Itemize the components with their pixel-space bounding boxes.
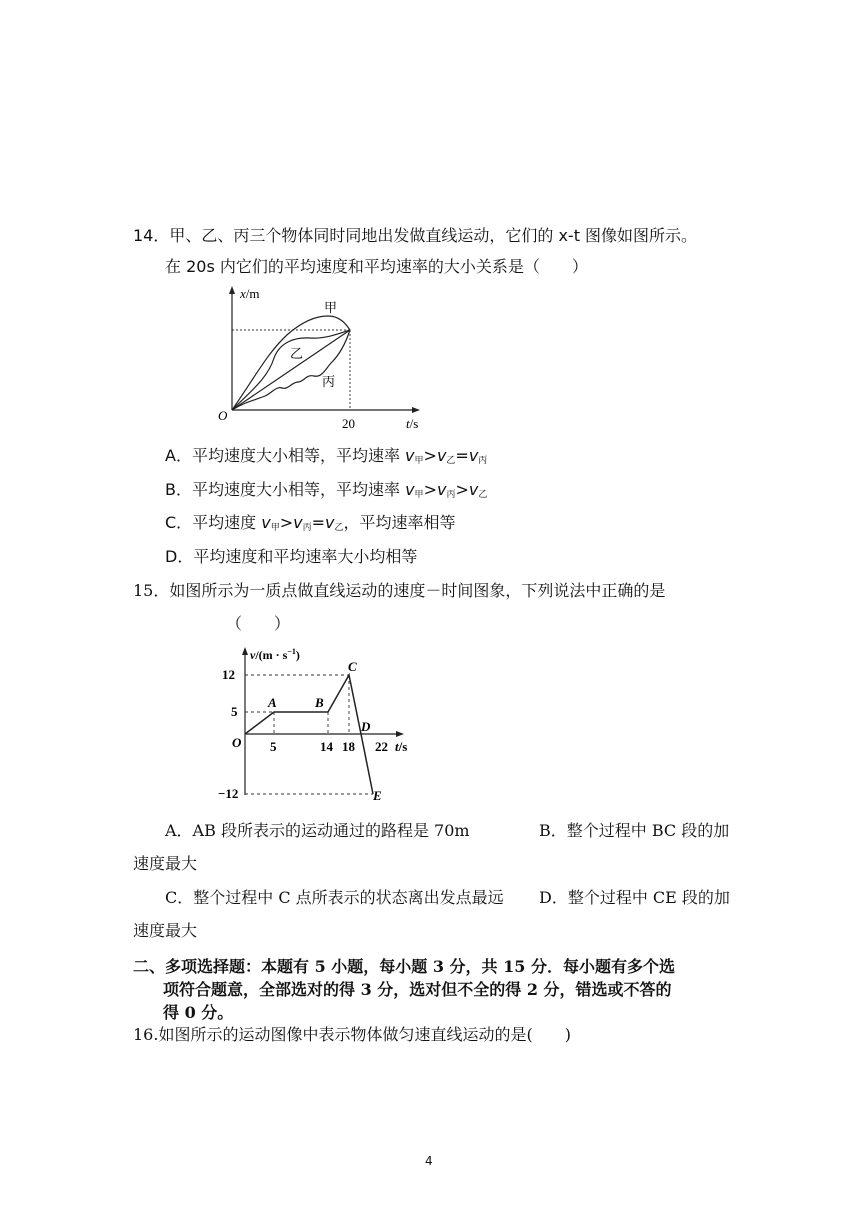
vt-tick-x22: 22: [375, 739, 388, 754]
q14-option-d: D．平均速度和平均速率大小均相等: [165, 547, 418, 566]
vt-point-e: E: [373, 788, 382, 803]
q15-option-a: A．AB 段所表示的运动通过的路程是 70m: [165, 821, 470, 840]
vt-y-arrow: [242, 647, 248, 655]
vt-point-o: O: [232, 735, 242, 750]
vt-tick-12: 12: [222, 667, 235, 682]
vt-tick-neg12: −12: [218, 786, 239, 801]
vt-tick-x5: 5: [270, 739, 277, 754]
xt-x-label: t/s: [406, 416, 419, 431]
q15-option-b: B．整个过程中 BC 段的加: [539, 821, 730, 840]
vt-point-d: D: [361, 719, 371, 734]
vt-tick-x18: 18: [342, 739, 355, 754]
vt-graph: [218, 645, 418, 805]
label-bing: 丙: [322, 374, 336, 389]
page-number: 4: [425, 1154, 433, 1168]
label-yi: 乙: [290, 346, 304, 361]
vt-tick-5: 5: [231, 704, 238, 719]
vt-point-b: B: [315, 695, 324, 710]
section2-line1: 二、多项选择题：本题有 5 小题，每小题 3 分，共 15 分．每小题有多个选: [133, 957, 675, 976]
xt-tick-20: 20: [342, 416, 355, 431]
q15-paren: （ ）: [226, 614, 291, 633]
xt-y-label: x/m: [240, 286, 260, 301]
section2-line2: 项符合题意，全部选对的得 3 分，选对但不全的得 2 分，错选或不答的: [163, 980, 672, 999]
line-yi: [232, 330, 350, 410]
q14-option-b: B．平均速度大小相等，平均速率 $v_甲>v_丙>v_乙$: [165, 480, 488, 500]
q15-option-d-cont: 速度最大: [133, 921, 198, 940]
vt-point-a: A: [268, 695, 277, 710]
q15-option-c: C．整个过程中 C 点所表示的状态离出发点最远: [165, 888, 504, 907]
label-jia: 甲: [324, 300, 338, 315]
vt-x-label: t/s: [395, 739, 408, 754]
xt-graph: [210, 282, 430, 432]
vt-point-c: C: [348, 659, 357, 674]
q14-stem-line1: 14．甲、乙、丙三个物体同时同地出发做直线运动，它们的 x-t 图像如图所示。: [133, 226, 698, 245]
xt-x-arrow: [412, 407, 420, 413]
q14-stem-line2: 在 20s 内它们的平均速度和平均速率的大小关系是（ ）: [165, 257, 588, 276]
vt-x-arrow: [396, 731, 404, 737]
q15-stem: 15．如图所示为一质点做直线运动的速度－时间图象，下列说法中正确的是: [133, 581, 666, 600]
q14-option-a: A．平均速度大小相等，平均速率 $v_甲>v_乙=v_丙$: [165, 446, 488, 466]
vt-tick-x14: 14: [320, 739, 333, 754]
q16-stem: 16.如图所示的运动图像中表示物体做匀速直线运动的是( ): [133, 1025, 571, 1044]
q14-option-c: C．平均速度 $v_甲>v_丙=v_乙$，平均速率相等: [165, 513, 456, 533]
q15-option-d: D．整个过程中 CE 段的加: [539, 888, 730, 907]
xt-origin: O: [218, 408, 228, 423]
xt-y-arrow: [229, 286, 235, 294]
vt-y-label: $v/(m \cdot s^{-1})$: [250, 647, 300, 662]
q15-option-b-cont: 速度最大: [133, 854, 198, 873]
section2-line3: 得 0 分。: [163, 1003, 234, 1022]
